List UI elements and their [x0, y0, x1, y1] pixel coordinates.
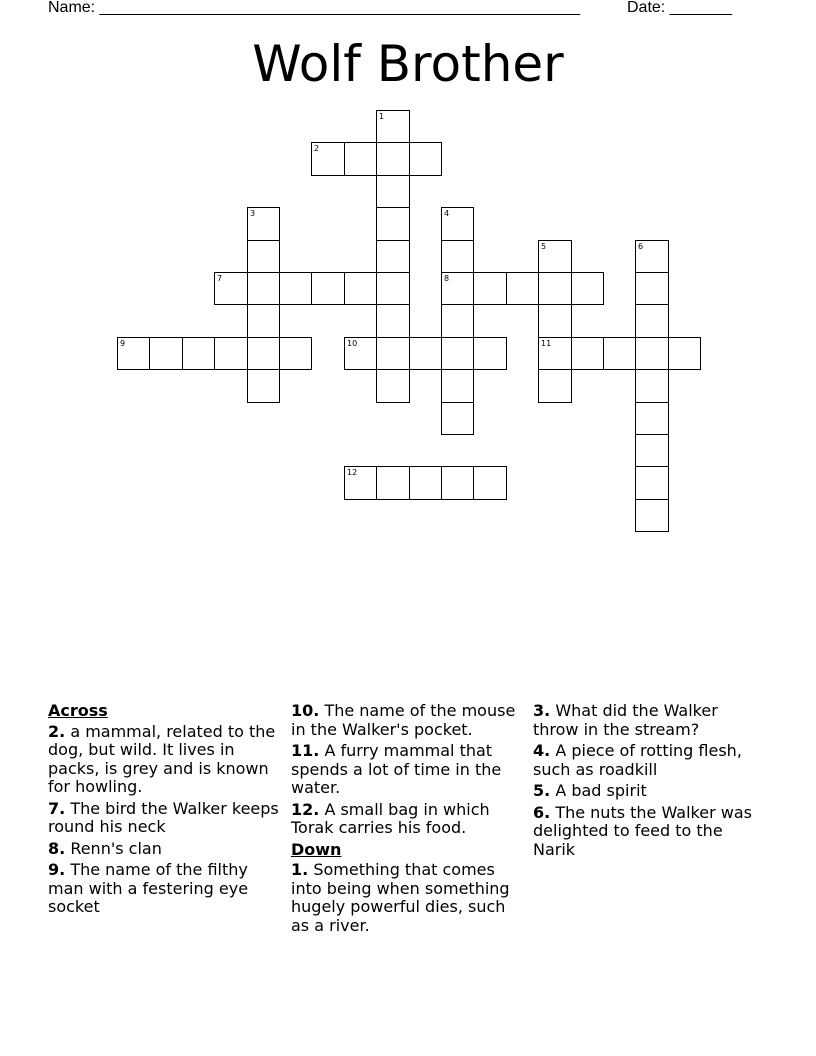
cell-number: 3: [250, 209, 256, 218]
clue-number: 3.: [533, 701, 551, 720]
grid-cell[interactable]: [538, 369, 572, 403]
grid-cell[interactable]: [635, 240, 669, 273]
grid-cell[interactable]: [473, 272, 507, 305]
cell-number: 6: [638, 242, 644, 251]
grid-cell[interactable]: [344, 272, 377, 305]
name-field-label[interactable]: Name: ______________________________________________________: [48, 0, 581, 16]
cell-number: 1: [379, 112, 385, 121]
grid-cell[interactable]: [409, 337, 442, 370]
grid-cell[interactable]: [635, 337, 669, 370]
grid-cell[interactable]: [441, 207, 474, 241]
clue-across-8: [48, 840, 282, 859]
clue-text: What did the Walker throw in the stream?: [533, 701, 718, 739]
grid-cell[interactable]: [441, 337, 474, 370]
grid-cell[interactable]: [441, 402, 474, 435]
clue-down-1: [291, 861, 525, 935]
clue-text: The name of the mouse in the Walker's pocket.: [291, 701, 516, 739]
down-heading: Down: [291, 839, 342, 859]
clue-number: 2.: [48, 721, 66, 741]
grid-cell[interactable]: [279, 272, 312, 305]
grid-cell[interactable]: [538, 337, 572, 370]
cell-number: 8: [444, 274, 450, 283]
grid-cell[interactable]: [117, 337, 150, 370]
grid-cell[interactable]: [247, 337, 280, 370]
clue-down-4: [533, 742, 767, 779]
grid-cell[interactable]: [149, 337, 183, 370]
grid-cell[interactable]: [441, 369, 474, 403]
grid-cell[interactable]: [247, 240, 280, 273]
grid-cell[interactable]: [376, 369, 410, 403]
grid-cell[interactable]: [344, 142, 377, 176]
grid-cell[interactable]: [635, 272, 669, 305]
clue-text: The bird the Walker keeps round his neck: [48, 798, 279, 836]
clue-number: 11.: [291, 741, 320, 760]
clue-number: 12.: [291, 799, 320, 819]
grid-cell[interactable]: [247, 207, 280, 241]
clue-across-10: [291, 702, 525, 739]
grid-cell[interactable]: [441, 466, 474, 500]
clue-down-3: [533, 702, 767, 739]
grid-cell[interactable]: [247, 369, 280, 403]
grid-cell[interactable]: [635, 434, 669, 467]
grid-cell[interactable]: [344, 466, 377, 500]
clue-text: A piece of rotting flesh, such as roadkill: [533, 741, 742, 779]
clue-number: 8.: [48, 838, 66, 858]
grid-cell[interactable]: [473, 337, 507, 370]
grid-cell[interactable]: [409, 142, 442, 176]
grid-cell[interactable]: [506, 272, 539, 305]
clue-down-5: [533, 782, 767, 801]
grid-cell[interactable]: [376, 110, 410, 143]
grid-cell[interactable]: [376, 142, 410, 176]
clue-text: Something that comes into being when something hugely powerful dies, such as a river.: [291, 860, 510, 935]
clue-down-6: [533, 804, 767, 860]
cell-number: 7: [217, 274, 223, 283]
grid-cell[interactable]: [441, 304, 474, 338]
grid-cell[interactable]: [214, 272, 248, 305]
grid-cell[interactable]: [635, 304, 669, 338]
clue-number: 6.: [533, 802, 551, 822]
grid-cell[interactable]: [311, 272, 345, 305]
grid-cell[interactable]: [668, 337, 701, 370]
clue-across-12: [291, 801, 525, 838]
cell-number: 12: [347, 468, 358, 477]
grid-cell[interactable]: [473, 466, 507, 500]
grid-cell[interactable]: [376, 337, 410, 370]
clue-across-7: [48, 800, 282, 837]
clue-number: 10.: [291, 701, 320, 720]
grid-cell[interactable]: [538, 272, 572, 305]
clue-text: Renn's clan: [70, 838, 162, 858]
grid-cell[interactable]: [635, 499, 669, 532]
clue-text: A small bag in which Torak carries his food.: [291, 799, 490, 837]
clue-column-1: [48, 702, 282, 920]
grid-cell[interactable]: [571, 337, 604, 370]
clue-text: The nuts the Walker was delighted to feed to the Narik: [533, 802, 752, 859]
cell-number: 4: [444, 209, 450, 218]
clue-across-2: [48, 723, 282, 797]
grid-cell[interactable]: [182, 337, 215, 370]
clue-number: 4.: [533, 741, 551, 760]
grid-cell[interactable]: [603, 337, 636, 370]
grid-cell[interactable]: [376, 272, 410, 305]
grid-cell[interactable]: [441, 272, 474, 305]
grid-cell[interactable]: [635, 402, 669, 435]
across-heading: Across: [48, 701, 108, 720]
cell-number: 10: [347, 339, 358, 348]
clue-column-3: [533, 702, 767, 862]
clue-across-9: [48, 861, 282, 917]
grid-cell[interactable]: [376, 304, 410, 338]
grid-cell[interactable]: [376, 240, 410, 273]
grid-cell[interactable]: [311, 142, 345, 176]
grid-cell[interactable]: [376, 207, 410, 241]
cell-number: 9: [120, 339, 126, 348]
cell-number: 5: [541, 242, 547, 251]
grid-cell[interactable]: [279, 337, 312, 370]
grid-cell[interactable]: [635, 369, 669, 403]
grid-cell[interactable]: [247, 304, 280, 338]
grid-cell[interactable]: [344, 337, 377, 370]
clue-number: 5.: [533, 781, 551, 800]
grid-cell[interactable]: [409, 466, 442, 500]
grid-cell[interactable]: [538, 240, 572, 273]
grid-cell[interactable]: [247, 272, 280, 305]
clue-column-2: [291, 702, 525, 938]
cell-number: 2: [314, 144, 320, 153]
grid-cell[interactable]: [214, 337, 248, 370]
date-field-label[interactable]: Date: _______: [627, 0, 732, 16]
page-title: Wolf Brother: [252, 35, 564, 93]
clue-number: 7.: [48, 798, 66, 818]
clue-text: A furry mammal that spends a lot of time in the water.: [291, 741, 502, 797]
grid-cell[interactable]: [376, 466, 410, 500]
grid-cell[interactable]: [635, 466, 669, 500]
clue-text: The name of the filthy man with a festering eye socket: [48, 860, 249, 916]
grid-cell[interactable]: [441, 240, 474, 273]
clue-text: A bad spirit: [555, 781, 647, 800]
clue-number: 9.: [48, 860, 66, 879]
cell-number: 11: [541, 339, 552, 348]
clue-text: a mammal, related to the dog, but wild. It lives in packs, is grey and is known for howling.: [48, 721, 276, 796]
grid-cell[interactable]: [571, 272, 604, 305]
grid-cell[interactable]: [538, 304, 572, 338]
clue-number: 1.: [291, 860, 309, 879]
grid-cell[interactable]: [376, 175, 410, 208]
clue-across-11: [291, 742, 525, 798]
